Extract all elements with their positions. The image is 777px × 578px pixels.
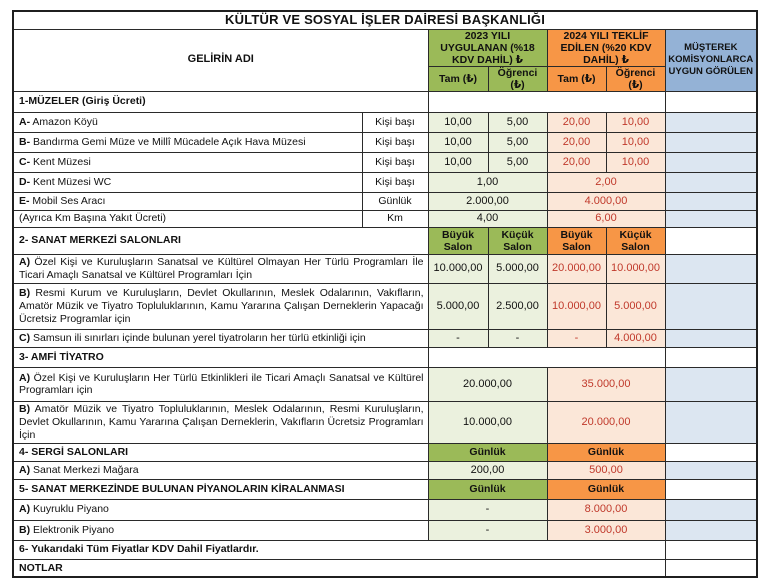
row-label-text: Özel Kişi ve Kuruluşların Sanatsal ve Kültürel Olmayan Her Türlü Programları İle Ticari Amaçlı Sanatsal ve Kültürel Programları İçin: [19, 256, 424, 281]
income-name: [13, 254, 428, 283]
value-2023: 10.000,00: [428, 401, 547, 443]
row-elektronik-piyano: [13, 520, 757, 540]
value-2024: 4.000,00: [547, 192, 665, 210]
income-name: [13, 461, 428, 479]
value-2024: 20.000,00: [547, 401, 665, 443]
value-2024-student: 10,00: [606, 152, 665, 172]
value-2023-student: 5,00: [488, 152, 547, 172]
value-2023-big: 10.000,00: [428, 254, 488, 283]
row-label-prefix: A-: [19, 115, 31, 128]
commission-cell: [665, 152, 757, 172]
title-row: [13, 11, 757, 29]
value-2023: 200,00: [428, 461, 547, 479]
subheader-big-hall-2023: Büyük Salon: [428, 227, 488, 254]
row-salon-resmi-kurum: [13, 283, 757, 329]
column-header-commission: MÜŞTEREK KOMİSYONLARCA UYGUN GÖRÜLEN: [665, 29, 757, 91]
commission-cell: [665, 112, 757, 132]
value-2023-full: 10,00: [428, 152, 488, 172]
row-label-prefix: C): [19, 331, 31, 344]
row-amfi-amator: [13, 401, 757, 443]
value-2023-full: 10,00: [428, 132, 488, 152]
value-2024-big: 20.000,00: [547, 254, 606, 283]
empty-cell: [428, 91, 665, 112]
commission-cell: [665, 210, 757, 227]
subheader-daily-2023: Günlük: [428, 479, 547, 499]
empty-cell: [665, 91, 757, 112]
row-label-prefix: A): [19, 256, 31, 269]
value-2024-full: 20,00: [547, 152, 606, 172]
commission-cell: [665, 132, 757, 152]
row-label-text: Amatör Müzik ve Tiyatro Topluluklarının, Meslek Odalarının, Resmi Kuruluşların, Devlet Okullarının, Kamu Yararına Çalışan Derneklerin, Vakıfların Ücretsiz Programları İçin: [19, 403, 424, 441]
value-2024-full: 20,00: [547, 132, 606, 152]
unit-cell: Kişi başı: [362, 172, 428, 192]
income-name: [13, 132, 362, 152]
empty-cell: [665, 540, 757, 559]
subheader-small-hall-2024: Küçük Salon: [606, 227, 665, 254]
commission-cell: [665, 461, 757, 479]
row-label-text: Mobil Ses Aracı: [29, 194, 106, 207]
income-name: [13, 152, 362, 172]
income-name: [13, 499, 428, 520]
section-6-note-row: [13, 540, 757, 559]
value-2024-student: 10,00: [606, 112, 665, 132]
row-label-text: Amazon Köyü: [30, 115, 98, 128]
section-4-header-row: [13, 443, 757, 461]
unit-cell: Kişi başı: [362, 132, 428, 152]
row-label-text: Sanat Merkezi Mağara: [30, 463, 139, 476]
income-name: [13, 367, 428, 401]
tariff-table: [12, 10, 758, 578]
section-2-title: 2- SANAT MERKEZİ SALONLARI: [13, 227, 428, 254]
commission-cell: [665, 401, 757, 443]
value-2023: -: [428, 520, 547, 540]
column-header-income-name: GELİRİN ADI: [13, 29, 428, 91]
value-2024-full: 20,00: [547, 112, 606, 132]
unit-cell: Km: [362, 210, 428, 227]
row-label-text: Elektronik Piyano: [30, 523, 115, 536]
empty-cell: [665, 559, 757, 577]
value-2023-big: 5.000,00: [428, 283, 488, 329]
empty-cell: [428, 347, 665, 367]
row-yakit-ucreti: [13, 210, 757, 227]
value-2023-student: 5,00: [488, 132, 547, 152]
row-salon-ozel-kisi: [13, 254, 757, 283]
value-2024: 35.000,00: [547, 367, 665, 401]
clipped-row-label: NOTLAR: [13, 559, 665, 577]
value-2024-small: 5.000,00: [606, 283, 665, 329]
row-label-prefix: D-: [19, 175, 31, 188]
tariff-table-body: [13, 11, 757, 577]
value-2024-big: -: [547, 329, 606, 347]
value-2023: -: [428, 499, 547, 520]
column-header-row: [13, 29, 757, 66]
value-2023: 2.000,00: [428, 192, 547, 210]
row-sanat-merkezi-magara: [13, 461, 757, 479]
income-name: (Ayrıca Km Başına Yakıt Ücreti): [13, 210, 362, 227]
row-label-text: Kent Müzesi: [30, 155, 91, 168]
column-header-2023: 2023 YILI UYGULANAN (%18 KDV DAHİL) ₺: [428, 29, 547, 66]
unit-cell: Kişi başı: [362, 112, 428, 132]
section-5-header-row: [13, 479, 757, 499]
section-1-title: 1-MÜZELER (Giriş Ücreti): [13, 91, 428, 112]
empty-cell: [665, 443, 757, 461]
row-kuyruklu-piyano: [13, 499, 757, 520]
commission-cell: [665, 499, 757, 520]
income-name: [13, 283, 428, 329]
commission-cell: [665, 283, 757, 329]
income-name: [13, 172, 362, 192]
row-kent-muzesi: [13, 152, 757, 172]
subheader-big-hall-2024: Büyük Salon: [547, 227, 606, 254]
column-header-2024: 2024 YILI TEKLİF EDİLEN (%20 KDV DAHİL) ₺: [547, 29, 665, 66]
row-label-prefix: B): [19, 523, 31, 536]
value-2024-student: 10,00: [606, 132, 665, 152]
row-label-text: Kuyruklu Piyano: [30, 503, 109, 516]
row-label-prefix: B): [19, 403, 31, 416]
income-name: [13, 401, 428, 443]
row-label-prefix: B): [19, 287, 31, 300]
value-2023-big: -: [428, 329, 488, 347]
income-name: [13, 329, 428, 347]
subheader-student-2024: Öğrenci (₺): [606, 66, 665, 91]
value-2024: 6,00: [547, 210, 665, 227]
commission-cell: [665, 329, 757, 347]
row-label-text: Resmi Kurum ve Kuruluşların, Devlet Okullarının, Meslek Odalarının, Vakıfların, Amatör Müzik ve Tiyatro Topluluklarının, Kamu Yararına Çalışan Derneklerin Yapacağı Ücretsiz Programlar için: [19, 287, 424, 325]
section-3-title: 3- AMFİ TİYATRO: [13, 347, 428, 367]
empty-cell: [665, 227, 757, 254]
row-label-prefix: B-: [19, 135, 31, 148]
value-2023: 1,00: [428, 172, 547, 192]
row-label-prefix: C-: [19, 155, 31, 168]
row-bandirma-gemi-muze: [13, 132, 757, 152]
value-2023-full: 10,00: [428, 112, 488, 132]
unit-cell: Günlük: [362, 192, 428, 210]
commission-cell: [665, 192, 757, 210]
subheader-small-hall-2023: Küçük Salon: [488, 227, 547, 254]
section-5-title: 5- SANAT MERKEZİNDE BULUNAN PİYANOLARIN KİRALANMASI: [13, 479, 428, 499]
section-1-header-row: [13, 91, 757, 112]
page-title: KÜLTÜR VE SOSYAL İŞLER DAİRESİ BAŞKANLIĞI: [13, 11, 757, 29]
row-label-text: Kent Müzesi WC: [30, 175, 112, 188]
value-2023: 4,00: [428, 210, 547, 227]
row-label-text: Özel Kişi ve Kuruluşların Her Türlü Etkinlikleri ile Ticari Amaçlı Sanatsal ve Kültürel Programları için: [19, 371, 424, 397]
commission-cell: [665, 367, 757, 401]
value-2024: 3.000,00: [547, 520, 665, 540]
subheader-daily-2024: Günlük: [547, 479, 665, 499]
row-label-prefix: A): [19, 463, 31, 476]
subheader-student-2023: Öğrenci (₺): [488, 66, 547, 91]
value-2023-small: 2.500,00: [488, 283, 547, 329]
subheader-daily-2024: Günlük: [547, 443, 665, 461]
value-2023-student: 5,00: [488, 112, 547, 132]
value-2024: 2,00: [547, 172, 665, 192]
row-label-prefix: A): [19, 371, 31, 384]
value-2024: 8.000,00: [547, 499, 665, 520]
income-name: [13, 112, 362, 132]
empty-cell: [665, 347, 757, 367]
clipped-bottom-row: [13, 559, 757, 577]
section-6-title: 6- Yukarıdaki Tüm Fiyatlar KDV Dahil Fiyatlardır.: [13, 540, 665, 559]
value-2023-small: -: [488, 329, 547, 347]
value-2024-small: 4.000,00: [606, 329, 665, 347]
unit-cell: Kişi başı: [362, 152, 428, 172]
row-amazon-koyu: [13, 112, 757, 132]
value-2024-small: 10.000,00: [606, 254, 665, 283]
row-label-text: Samsun ili sınırları içinde bulunan yerel tiyatroların her türlü etkinliği için: [30, 331, 366, 344]
section-4-title: 4- SERGİ SALONLARI: [13, 443, 428, 461]
empty-cell: [665, 479, 757, 499]
row-mobil-ses-araci: [13, 192, 757, 210]
commission-cell: [665, 520, 757, 540]
income-name: [13, 520, 428, 540]
value-2023: 20.000,00: [428, 367, 547, 401]
income-name: [13, 192, 362, 210]
commission-cell: [665, 172, 757, 192]
value-2024-big: 10.000,00: [547, 283, 606, 329]
row-label-prefix: A): [19, 503, 31, 516]
row-salon-yerel-tiyatro: [13, 329, 757, 347]
row-label-text: Bandırma Gemi Müze ve Millî Mücadele Açık Hava Müzesi: [30, 135, 306, 148]
value-2024: 500,00: [547, 461, 665, 479]
commission-cell: [665, 254, 757, 283]
subheader-daily-2023: Günlük: [428, 443, 547, 461]
subheader-full-2023: Tam (₺): [428, 66, 488, 91]
section-3-header-row: [13, 347, 757, 367]
value-2023-small: 5.000,00: [488, 254, 547, 283]
row-kent-muzesi-wc: [13, 172, 757, 192]
row-amfi-ozel-kisi: [13, 367, 757, 401]
row-label-prefix: E-: [19, 194, 30, 207]
section-2-header-row: [13, 227, 757, 254]
subheader-full-2024: Tam (₺): [547, 66, 606, 91]
